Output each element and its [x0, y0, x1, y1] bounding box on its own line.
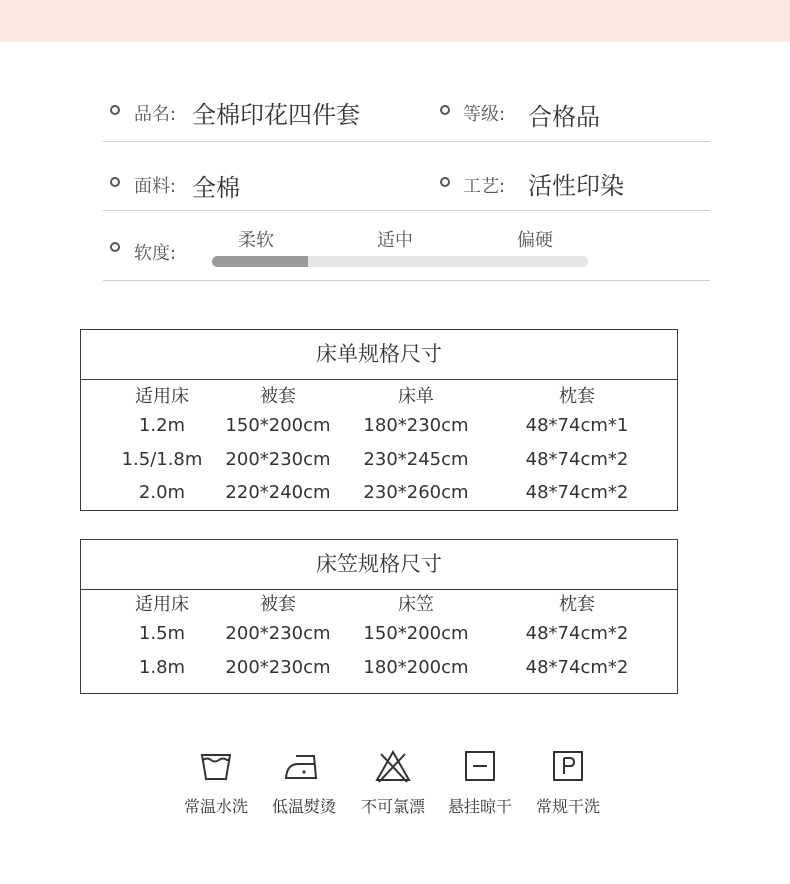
table-cell: 230*260cm — [363, 482, 469, 503]
table-header-cell: 适用床 — [135, 594, 189, 615]
table-header-cell: 被套 — [260, 386, 296, 407]
table-cell: 1.8m — [138, 657, 186, 678]
table-cell: 48*74cm*2 — [525, 623, 629, 644]
table-row — [81, 476, 677, 509]
table-cell: 1.5/1.8m — [121, 449, 203, 470]
table-header-cell: 适用床 — [135, 386, 189, 407]
table-row — [81, 651, 677, 684]
spec-label-grade: 等级: — [463, 104, 506, 125]
divider — [103, 210, 710, 211]
table-row — [81, 409, 677, 442]
care-label: 常规干洗 — [535, 797, 600, 816]
bullet-icon — [110, 177, 120, 187]
spec-label-softness: 软度: — [134, 243, 177, 264]
care-label: 低温熨烫 — [271, 797, 336, 816]
table-cell: 150*200cm — [225, 415, 331, 436]
softness-level-hard: 偏硬 — [517, 230, 553, 251]
no-bleach-icon — [375, 748, 411, 784]
spec-value-grade: 合格品 — [528, 103, 600, 131]
table-title: 床笠规格尺寸 — [81, 540, 677, 590]
table-cell: 2.0m — [138, 482, 186, 503]
table-header-cell: 床单 — [398, 386, 434, 407]
table-cell: 200*230cm — [225, 449, 331, 470]
table-cell: 1.5m — [138, 623, 186, 644]
table-row — [81, 617, 677, 650]
iron-icon — [284, 748, 324, 784]
table-cell: 180*230cm — [363, 415, 469, 436]
softness-level-medium: 适中 — [377, 230, 413, 251]
care-instructions — [170, 730, 620, 830]
softness-bar-track — [212, 256, 588, 267]
bullet-icon — [110, 242, 120, 252]
sheet-size-table — [80, 329, 678, 511]
table-header-cell: 枕套 — [559, 386, 595, 407]
softness-bar-fill — [212, 256, 308, 267]
care-item-hang-dry — [435, 730, 525, 817]
table-title: 床单规格尺寸 — [81, 330, 677, 380]
table-header-cell: 被套 — [260, 594, 296, 615]
care-item-iron — [259, 730, 349, 817]
table-cell: 200*230cm — [225, 657, 331, 678]
softness-level-soft: 柔软 — [238, 230, 274, 251]
table-cell: 180*200cm — [363, 657, 469, 678]
washing-icon — [198, 748, 234, 784]
fitted-sheet-size-table — [80, 539, 678, 694]
table-cell: 230*245cm — [363, 449, 469, 470]
spec-value-fabric: 全棉 — [192, 174, 240, 202]
table-cell: 48*74cm*2 — [525, 482, 629, 503]
table-cell: 200*230cm — [225, 623, 331, 644]
table-header-cell: 床笠 — [398, 594, 434, 615]
table-cell: 220*240cm — [225, 482, 331, 503]
spec-value-name: 全棉印花四件套 — [192, 101, 360, 129]
table-header-cell: 枕套 — [559, 594, 595, 615]
spec-label-name: 品名: — [134, 104, 177, 125]
spec-label-craft: 工艺: — [463, 176, 506, 197]
bullet-icon — [110, 105, 120, 115]
bullet-icon — [440, 177, 450, 187]
table-row — [81, 443, 677, 476]
bullet-icon — [440, 105, 450, 115]
divider — [103, 280, 710, 281]
care-label: 悬挂晾干 — [447, 797, 512, 816]
divider — [103, 141, 710, 142]
spec-value-craft: 活性印染 — [528, 172, 624, 200]
care-label: 不可氯漂 — [360, 797, 425, 816]
table-cell: 1.2m — [138, 415, 186, 436]
spec-label-fabric: 面料: — [134, 176, 177, 197]
table-cell: 48*74cm*2 — [525, 657, 629, 678]
care-label: 常温水洗 — [183, 797, 248, 816]
table-cell: 48*74cm*1 — [525, 415, 629, 436]
care-item-no-bleach — [348, 730, 438, 817]
table-cell: 150*200cm — [363, 623, 469, 644]
table-cell: 48*74cm*2 — [525, 449, 629, 470]
dry-clean-p-icon — [550, 748, 586, 784]
top-banner-band — [0, 0, 790, 42]
hang-dry-icon — [462, 748, 498, 784]
care-item-wash — [171, 730, 261, 817]
care-item-dry-clean — [523, 730, 613, 817]
